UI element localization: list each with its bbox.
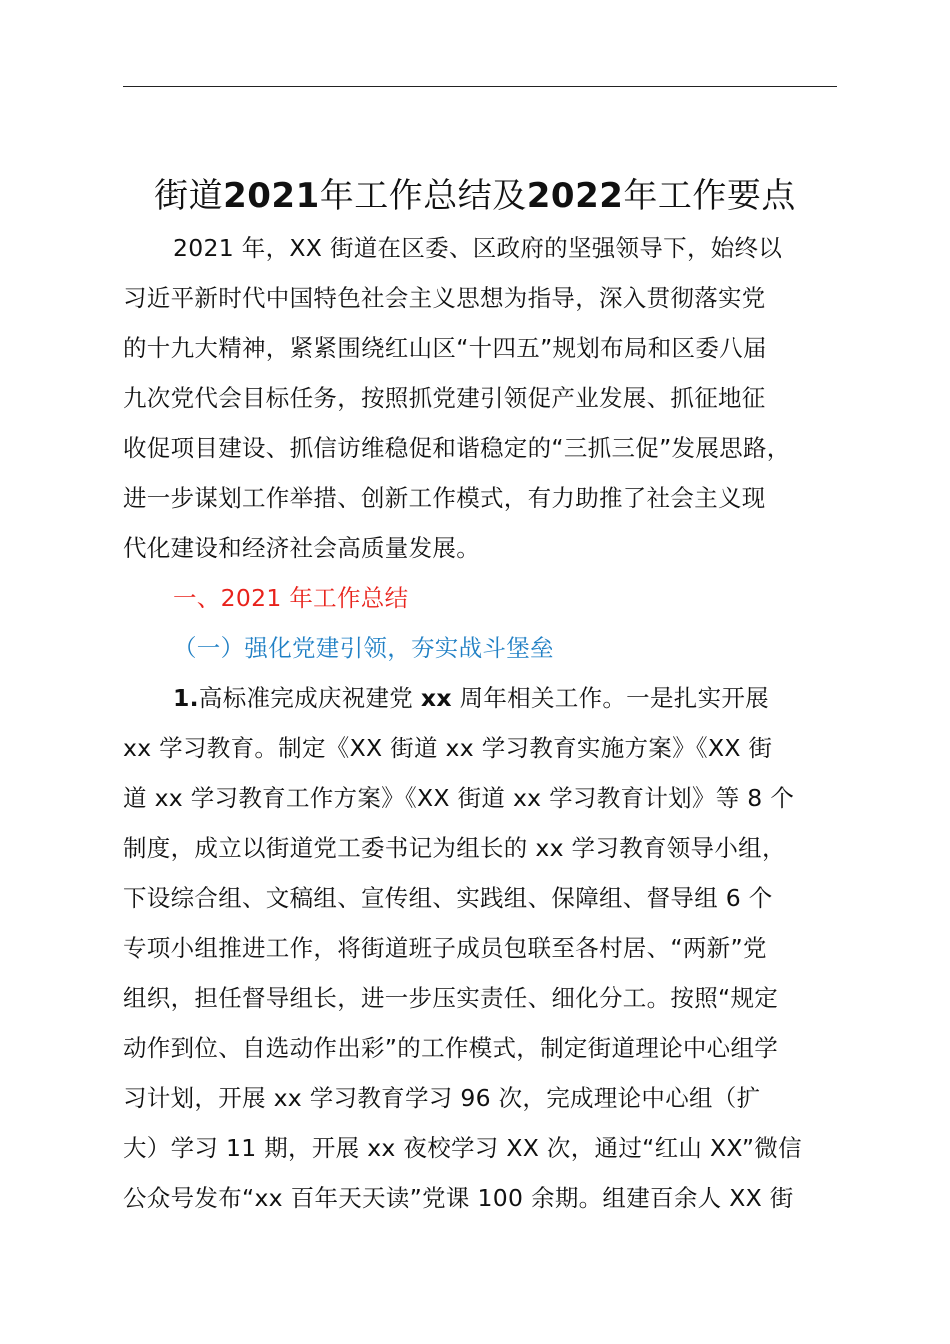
document-body bbox=[123, 223, 863, 1223]
item-1-line: 制度，成立以街道党工委书记为组长的 xx 学习教育领导小组， bbox=[123, 834, 786, 862]
section-heading-1: 一、2021 年工作总结 bbox=[173, 584, 409, 612]
title-part-2: 年工作总结及 bbox=[319, 175, 527, 216]
item-1-text-a: 高标准完成庆祝建党 bbox=[198, 684, 421, 712]
header-rule bbox=[123, 86, 837, 87]
item-1-line: 下设综合组、文稿组、宣传组、实践组、保障组、督导组 6 个 bbox=[123, 884, 773, 912]
intro-line: 进一步谋划工作举措、创新工作模式，有力助推了社会主义现 bbox=[123, 484, 766, 512]
item-1-first-line bbox=[123, 673, 863, 723]
title-part-1: 街道 bbox=[154, 175, 224, 216]
intro-line: 收促项目建设、抓信访维稳促和谐稳定的“三抓三促”发展思路， bbox=[123, 434, 791, 462]
item-1-line: 组织，担任督导组长，进一步压实责任、细化分工。按照“规定 bbox=[123, 984, 779, 1012]
intro-line: 代化建设和经济社会高质量发展。 bbox=[123, 534, 480, 562]
intro-line: 九次党代会目标任务，按照抓党建引领促产业发展、抓征地征 bbox=[123, 384, 766, 412]
item-1-number: 1. bbox=[173, 684, 199, 712]
title-part-3: 年工作要点 bbox=[623, 175, 796, 216]
subsection-heading-1: （一）强化党建引领，夯实战斗堡垒 bbox=[173, 634, 554, 662]
item-1-line: 动作到位、自选动作出彩”的工作模式，制定街道理论中心组学 bbox=[123, 1034, 779, 1062]
item-1-line: 道 xx 学习教育工作方案》《XX 街道 xx 学习教育计划》等 8 个 bbox=[123, 784, 795, 812]
title-year-1: 2021 bbox=[223, 175, 320, 216]
item-1-line: 专项小组推进工作，将街道班子成员包联至各村居、“两新”党 bbox=[123, 934, 767, 962]
intro-line: 习近平新时代中国特色社会主义思想为指导，深入贯彻落实党 bbox=[123, 284, 766, 312]
item-1-line: 公众号发布“xx 百年天天读”党课 100 余期。组建百余人 XX 街 bbox=[123, 1184, 794, 1212]
item-1-text-b: 周年相关工作。一是扎实开展 bbox=[451, 684, 769, 712]
item-1-line: xx 学习教育。制定《XX 街道 xx 学习教育实施方案》《XX 街 bbox=[123, 734, 773, 762]
item-1-line: 习计划，开展 xx 学习教育学习 96 次，完成理论中心组（扩 bbox=[123, 1084, 761, 1112]
intro-line: 的十九大精神，紧紧围绕红山区“十四五”规划布局和区委八届 bbox=[123, 334, 767, 362]
item-1-line: 大）学习 11 期，开展 xx 夜校学习 XX 次，通过“红山 XX”微信 bbox=[123, 1134, 802, 1162]
intro-line: 2021 年，XX 街道在区委、区政府的坚强领导下，始终以 bbox=[173, 234, 783, 262]
title-year-2: 2022 bbox=[526, 175, 624, 216]
item-1-bold-xx: xx bbox=[420, 684, 452, 712]
document-title bbox=[0, 171, 950, 221]
